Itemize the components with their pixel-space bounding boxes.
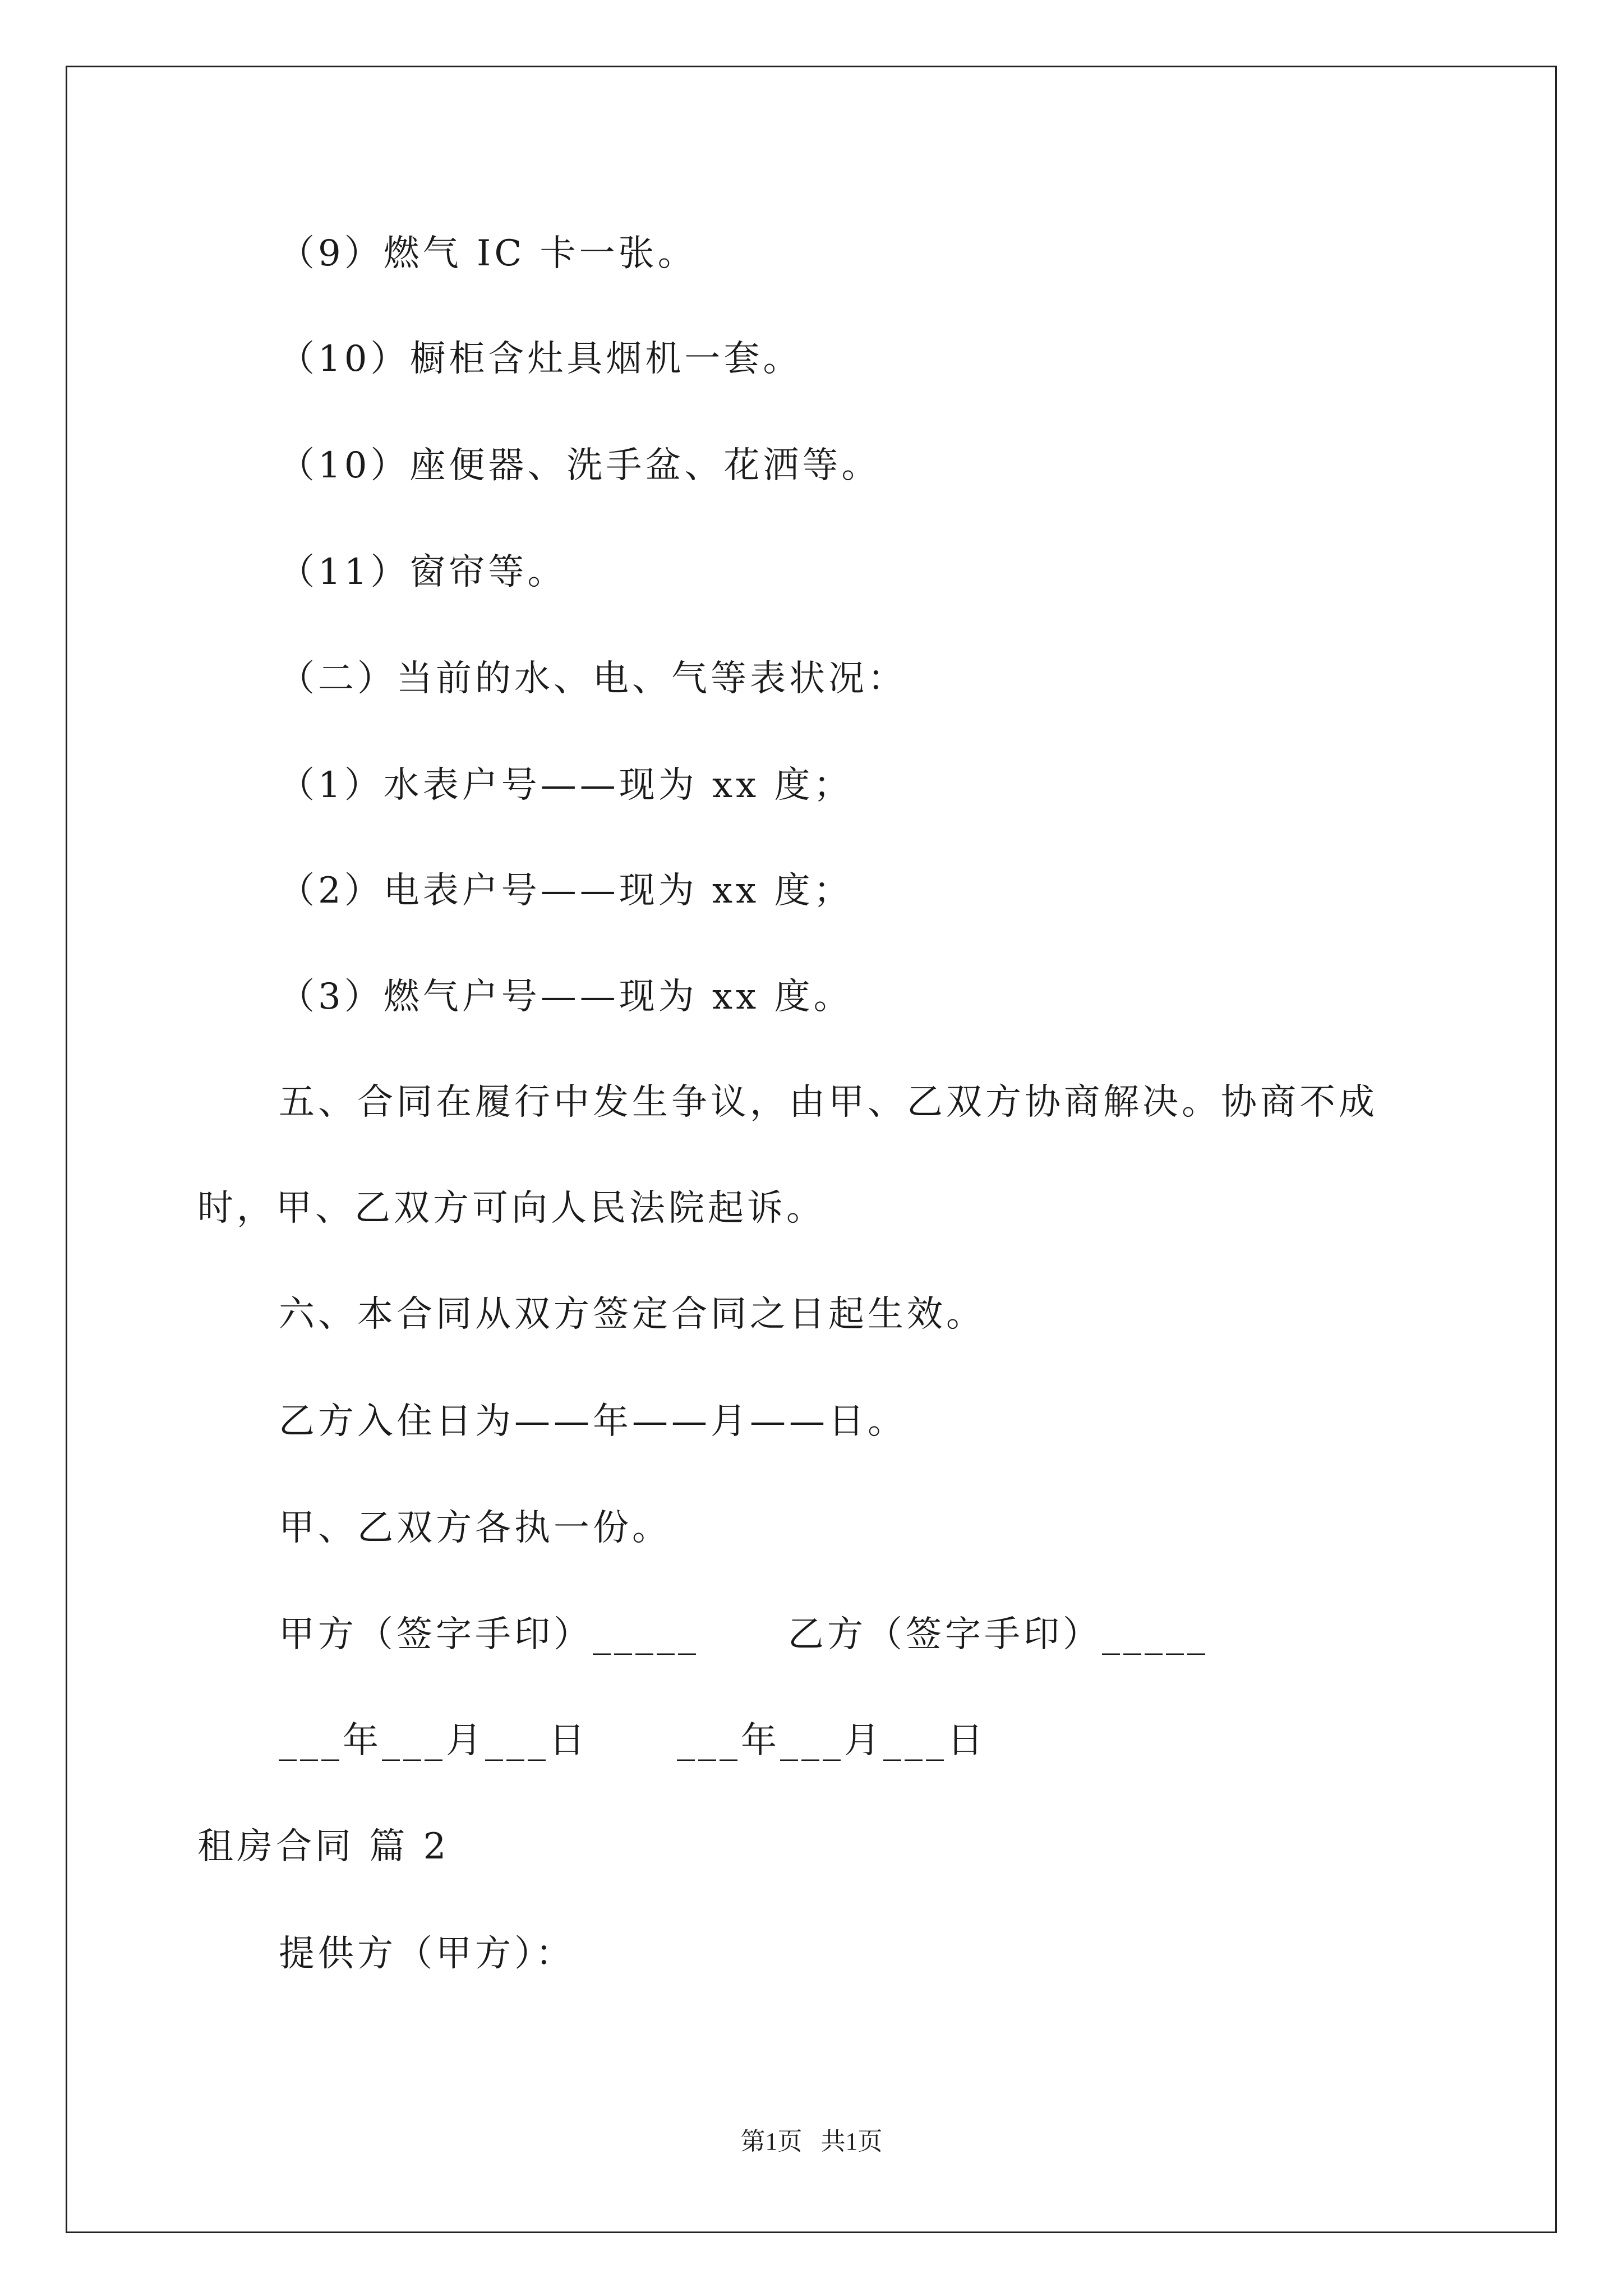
item-bathroom-fixtures: （10）座便器、洗手盆、花洒等。: [279, 445, 881, 486]
provider-party-a: 提供方（甲方）：: [279, 1933, 575, 1975]
item-cabinet: （10）橱柜含灶具烟机一套。: [279, 338, 803, 380]
clause-six: 六、本合同从双方签定合同之日起生效。: [279, 1294, 985, 1335]
item-water-meter: （1）水表户号——现为 xx 度；: [279, 765, 853, 806]
signature-date-line: ___年___月___日 ___年___月___日: [279, 1720, 987, 1761]
item-gas-meter: （3）燃气户号——现为 xx 度。: [279, 976, 853, 1018]
page-footer: 第1页 共1页: [740, 2128, 883, 2155]
move-in-date: 乙方入住日为——年——月——日。: [279, 1401, 907, 1442]
section-meter-status: （二）当前的水、电、气等表状况：: [279, 658, 907, 700]
signature-line: 甲方（签字手印）_____ 乙方（签字手印）_____: [279, 1614, 1209, 1655]
section-title-contract-2: 租房合同 篇 2: [197, 1826, 450, 1867]
copies-clause: 甲、乙双方各执一份。: [279, 1507, 671, 1549]
page-border: [66, 66, 1557, 2233]
clause-five-line-2: 时，甲、乙双方可向人民法院起诉。: [197, 1188, 826, 1229]
clause-five-line-1: 五、合同在履行中发生争议，由甲、乙双方协商解决。协商不成: [279, 1082, 1378, 1123]
item-curtains: （11）窗帘等。: [279, 551, 567, 593]
item-gas-ic-card: （9）燃气 IC 卡一张。: [279, 233, 697, 274]
item-electric-meter: （2）电表户号——现为 xx 度；: [279, 870, 853, 912]
